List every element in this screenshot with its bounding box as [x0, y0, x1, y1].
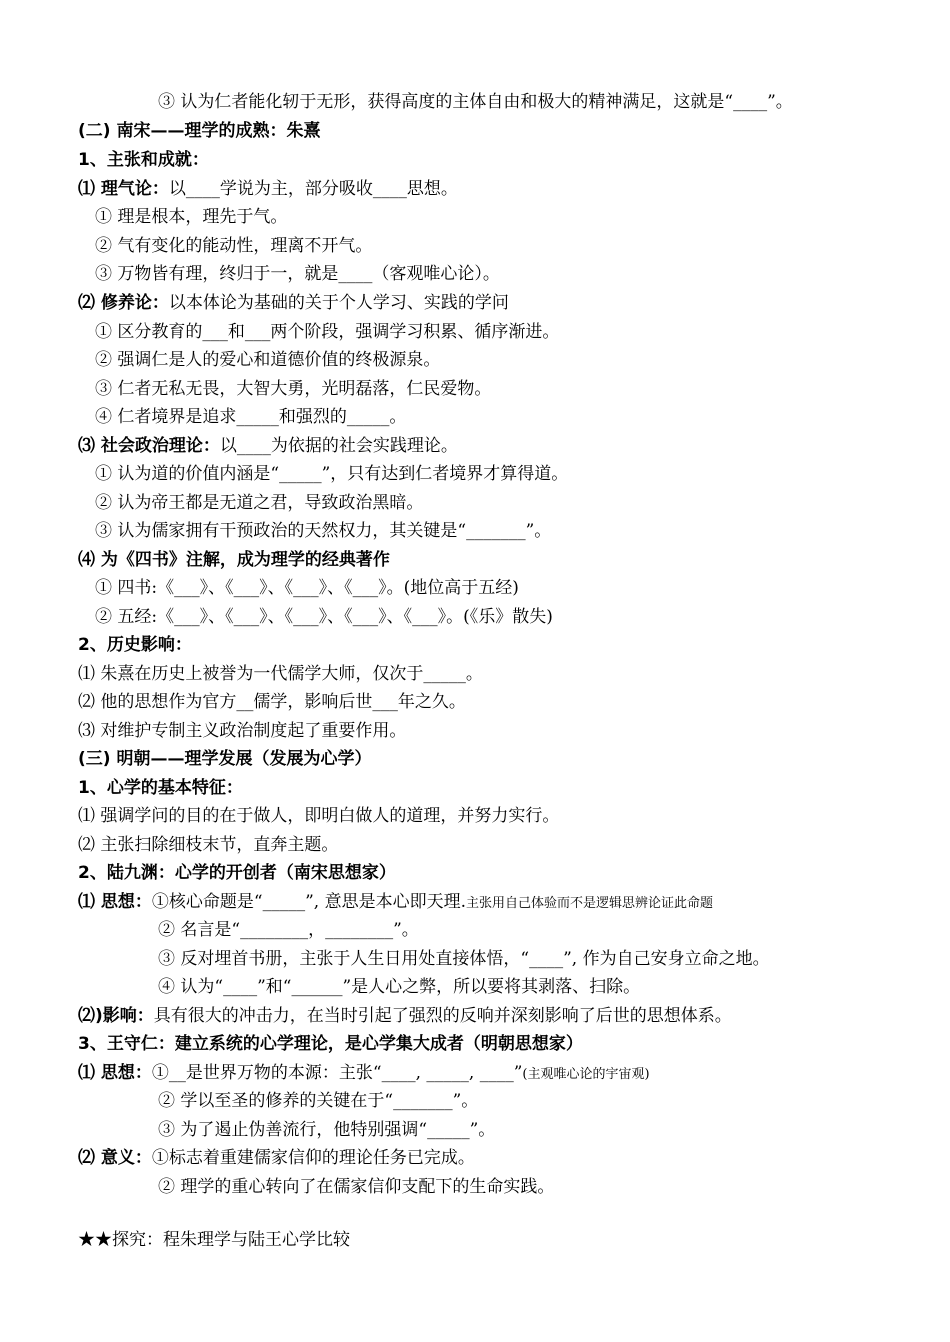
item-xiuyang: ⑵ 修养论：以本体论为基础的关于个人学习、实践的学问 [78, 293, 509, 313]
line-32: ④ 认为“____”和“______”是人心之弊，所以要将其剥落、扫除。 [158, 977, 641, 997]
line-36: ② 学以至圣的修养的关键在于“_______”。 [158, 1091, 479, 1111]
item-lu-sixiang: ⑴ 思想：①核心命题是“_____”, 意思是本心即天理.主张用自己体验而不是逻辑思辨论证此命题 [78, 892, 714, 912]
line-01: ③ 认为仁者能化轫于无形，获得高度的主体自由和极大的精神满足，这就是“____”。 [158, 92, 793, 112]
line-11: ③ 仁者无私无畏，大智大勇，光明磊落，仁民爱物。 [95, 379, 492, 399]
line-14: ① 认为道的价值内涵是“_____”，只有达到仁者境界才算得道。 [95, 464, 569, 484]
subheading-2: 2、历史影响： [78, 635, 192, 655]
line-19: ② 五经:《___》、《___》、《___》、《___》、《___》。(《乐》散失) [95, 607, 553, 627]
line-30: ② 名言是“________，________”。 [158, 920, 419, 940]
line-05: ① 理是根本，理先于气。 [95, 207, 288, 227]
line-22: ⑵ 他的思想作为官方__儒学，影响后世___年之久。 [78, 692, 466, 712]
line-18: ① 四书:《___》、《___》、《___》、《___》。(地位高于五经) [95, 578, 519, 598]
line-10: ② 强调仁是人的爱心和道德价值的终极源泉。 [95, 350, 441, 370]
subheading-lu-jiuyuan: 2、陆九渊：心学的开创者（南宋思想家） [78, 863, 396, 883]
line-12: ④ 仁者境界是追求_____和强烈的_____。 [95, 407, 407, 427]
inquiry-heading: ★★探究：程朱理学与陆王心学比较 [78, 1230, 350, 1250]
line-21: ⑴ 朱熹在历史上被誉为一代儒学大师，仅次于_____。 [78, 664, 483, 684]
subheading-1: 1、主张和成就： [78, 150, 209, 170]
item-wang-yiyi: ⑵ 意义：①标志着重建儒家信仰的理论任务已完成。 [78, 1148, 475, 1168]
line-07: ③ 万物皆有理，终归于一，就是____（客观唯心论）。 [95, 264, 500, 284]
item-sishu-zhujie: ⑷ 为《四书》注解，成为理学的经典著作 [78, 550, 390, 570]
subheading-xinxue-1: 1、心学的基本特征： [78, 778, 243, 798]
line-26: ⑴ 强调学问的目的在于做人，即明白做人的道理，并努力实行。 [78, 806, 560, 826]
item-wang-sixiang: ⑴ 思想：①__是世界万物的本源：主张“____, _____, ____”(主观唯心论的宇宙观) [78, 1063, 650, 1083]
line-31: ③ 反对埋首书册，主张于人生日用处直接体悟，“____”, 作为自己安身立命之地。 [158, 949, 770, 969]
line-16: ③ 认为儒家拥有干预政治的天然权力，其关键是“_______”。 [95, 521, 552, 541]
item-shehui-zhengzhi: ⑶ 社会政治理论：以____为依据的社会实践理论。 [78, 436, 458, 456]
line-27: ⑵ 主张扫除细枝末节，直奔主题。 [78, 835, 339, 855]
line-39: ② 理学的重心转向了在儒家信仰支配下的生命实践。 [158, 1177, 555, 1197]
section-heading-southern-song: (二) 南宋——理学的成熟：朱熹 [78, 121, 321, 141]
subheading-wang-shouren: 3、王守仁：建立系统的心学理论，是心学集大成者（明朝思想家） [78, 1034, 583, 1054]
line-06: ② 气有变化的能动性，理离不开气。 [95, 236, 373, 256]
line-37: ③ 为了遏止伪善流行，他特别强调“_____”。 [158, 1120, 496, 1140]
section-heading-ming: (三) 明朝——理学发展（发展为心学） [78, 749, 372, 769]
line-15: ② 认为帝王都是无道之君，导致政治黑暗。 [95, 493, 424, 513]
line-09: ① 区分教育的___和___两个阶段，强调学习积累、循序渐进。 [95, 322, 560, 342]
line-23: ⑶ 对维护专制主义政治制度起了重要作用。 [78, 721, 407, 741]
item-lu-yingxiang: ⑵)影响：具有很大的冲击力，在当时引起了强烈的反响并深刻影响了后世的思想体系。 [78, 1006, 732, 1026]
item-liqi: ⑴ 理气论：以____学说为主，部分吸收____思想。 [78, 179, 458, 199]
